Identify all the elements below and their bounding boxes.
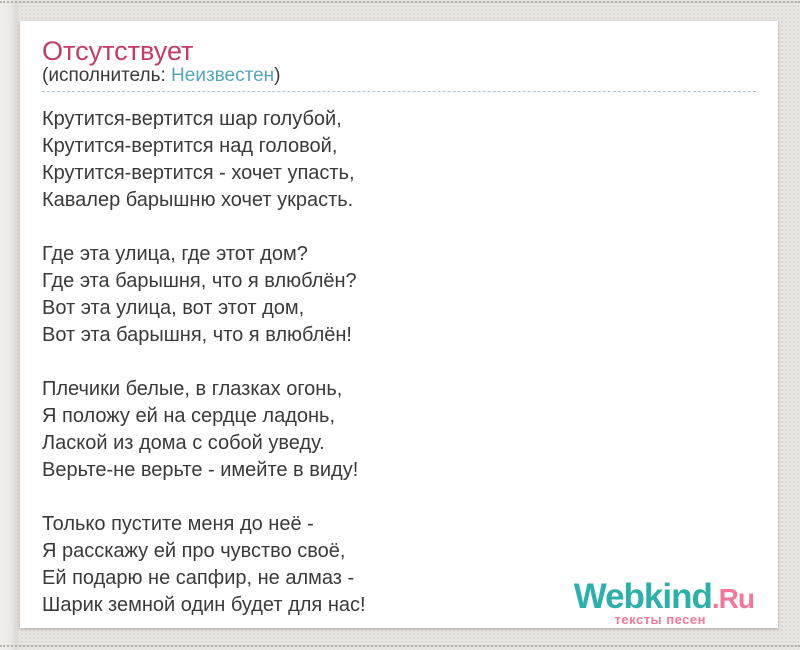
stanza-1 bbox=[42, 106, 756, 214]
lyric-line: Крутится-вертится над головой, bbox=[42, 135, 338, 157]
logo-brand-text: Webkind bbox=[573, 577, 712, 616]
artist-label-close: ) bbox=[274, 65, 281, 86]
lyrics-text bbox=[42, 106, 756, 619]
lyric-line: Верьте-не верьте - имейте в виду! bbox=[42, 459, 359, 481]
logo-tagline: тексты песен bbox=[614, 612, 706, 627]
lyric-line: Кавалер барышню хочет украсть. bbox=[42, 189, 354, 211]
lyric-line: Лаской из дома с собой уведу. bbox=[42, 432, 325, 454]
lyric-line: Только пустите меня до неё - bbox=[42, 513, 314, 535]
logo-wordmark bbox=[573, 577, 754, 616]
lyric-line: Вот эта улица, вот этот дом, bbox=[42, 297, 305, 319]
song-title: Отсутствует bbox=[42, 36, 194, 66]
lyric-line: Шарик земной один будет для нас! bbox=[42, 594, 366, 616]
lyric-line: Я расскажу ей про чувство своё, bbox=[42, 540, 346, 562]
stanza-2 bbox=[42, 241, 756, 349]
lyrics-card bbox=[20, 21, 778, 628]
artist-label: (исполнитель: bbox=[42, 65, 172, 86]
logo-domain-text: .Ru bbox=[711, 583, 754, 614]
lyric-line: Я положу ей на сердце ладонь, bbox=[42, 405, 336, 427]
lyric-line: Вот эта барышня, что я влюблён! bbox=[42, 324, 352, 346]
stanza-3 bbox=[42, 376, 756, 484]
artist-line bbox=[42, 65, 756, 92]
lyric-line: Где эта улица, где этот дом? bbox=[42, 243, 308, 265]
lyric-line: Крутится-вертится шар голубой, bbox=[42, 108, 342, 130]
lyric-line: Ей подарю не сапфир, не алмаз - bbox=[42, 567, 355, 589]
artist-link[interactable]: Неизвестен bbox=[171, 65, 275, 86]
top-edge-dotted-line bbox=[0, 1, 800, 3]
lyric-line: Где эта барышня, что я влюблён? bbox=[42, 270, 357, 292]
lyric-line: Крутится-вертится - хочет упасть, bbox=[42, 162, 355, 184]
lyric-line: Плечики белые, в глазках огонь, bbox=[42, 378, 343, 400]
webkind-logo[interactable] bbox=[573, 577, 754, 627]
bottom-edge-dotted-line bbox=[0, 645, 800, 647]
